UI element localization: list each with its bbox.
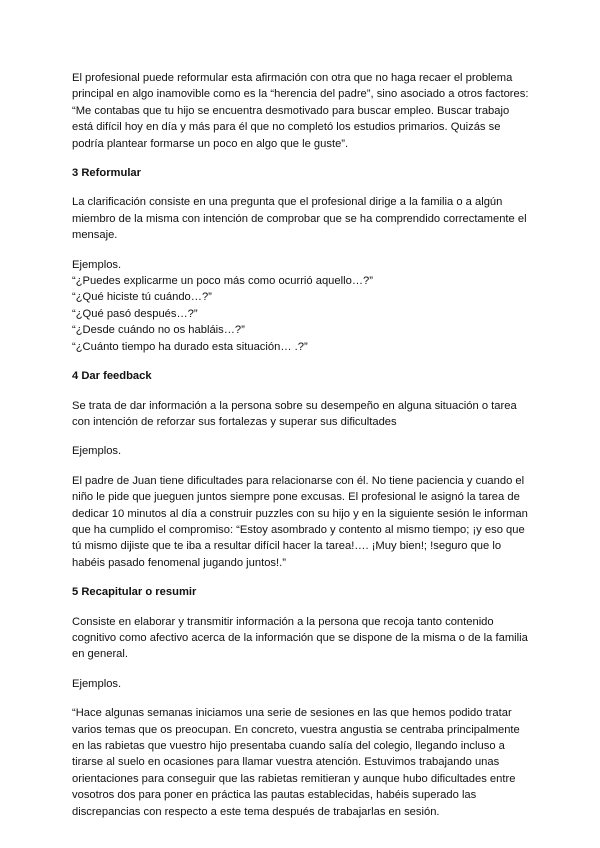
examples-label: Ejemplos. [72, 677, 122, 690]
examples-question-list: “¿Puedes explicarme un poco más como ocurrió aquello…?” “¿Qué hiciste tú cuándo…?” “¿Qué pasó después…?” “¿Desde cuándo no os habláis…?” “¿Cuánto tiempo ha durado esta situación… .?” [72, 275, 373, 353]
paragraph-feedback-example: El padre de Juan tiene dificultades para relacionarse con él. No tiene paciencia y cuando el niño le pide que jueguen juntos siempre pone excusas. El profesional le asignó la tarea de dedicar 10 minutos al día a construir puzzles con su hijo y en la siguiente sesión le informan que ha cumplido el compromiso: “Estoy asombrado y contento al mismo tiempo; ¡y eso que tú mismo dijiste que te iba a resultar difícil hacer la tarea!…. ¡Muy bien!; !seguro que lo habéis pasado fenomenal jugando juntos!.” [72, 474, 528, 569]
spacer [72, 430, 532, 443]
spacer [72, 181, 532, 194]
paragraph-summary-definition: Consiste en elaborar y transmitir información a la persona que recoja tanto contenido cognitivo como afectivo acerca de la información que se dispone de la misma o de la familia en general. [72, 615, 528, 661]
spacer [72, 571, 532, 584]
paragraph-feedback-definition: Se trata de dar información a la persona sobre su desempeño en alguna situación o tarea con intención de reforzar sus fortalezas y superar sus dificultades [72, 399, 517, 428]
spacer [72, 601, 532, 614]
examples-label: Ejemplos. [72, 445, 122, 458]
examples-label: Ejemplos. [72, 258, 122, 271]
spacer [72, 460, 532, 473]
spacer [72, 385, 532, 398]
paragraph-clarification-definition: La clarificación consiste en una pregunta que el profesional dirige a la familia o a algún miembro de la misma con intención de comprobar que se ha comprendido correctamente el mensaje. [72, 196, 527, 242]
spacer [72, 663, 532, 676]
section-heading-recapitular: 5 Recapitular o resumir [72, 586, 197, 599]
spacer [72, 152, 532, 165]
section-heading-feedback: 4 Dar feedback [72, 370, 152, 383]
paragraph-reformulation-example: El profesional puede reformular esta afirmación con otra que no haga recaer el problema principal en algo inamovible como es la “herencia del padre”, sino asociado a otros factores: “Me contabas que tu hijo se encuentra desmotivado para buscar empleo. Buscar trabajo está difícil hoy en día y más para él que no completó los estudios primarios. Quizás se podría plantear formarse un poco en algo que le guste”. [72, 72, 529, 150]
spacer [72, 692, 532, 705]
document-body [72, 70, 532, 820]
section-heading-reformular: 3 Reformular [72, 167, 142, 180]
spacer [72, 244, 532, 257]
paragraph-summary-example: “Hace algunas semanas iniciamos una serie de sesiones en las que hemos podido tratar varios temas que os preocupan. En concreto, vuestra angustia se centraba principalmente en las rabietas que vuestro hijo presentaba cuando salía del colegio, llegando incluso a tirarse al suelo en ocasiones para llamar vuestra atención. Estuvimos trabajando unas orientaciones para conseguir que las rabietas remitieran y aunque hubo dificultades entre vosotros dos para poner en práctica las pautas establecidas, habéis superado las discrepancias con respecto a este tema después de trabajarlas en sesión. [72, 707, 520, 818]
spacer [72, 355, 532, 368]
